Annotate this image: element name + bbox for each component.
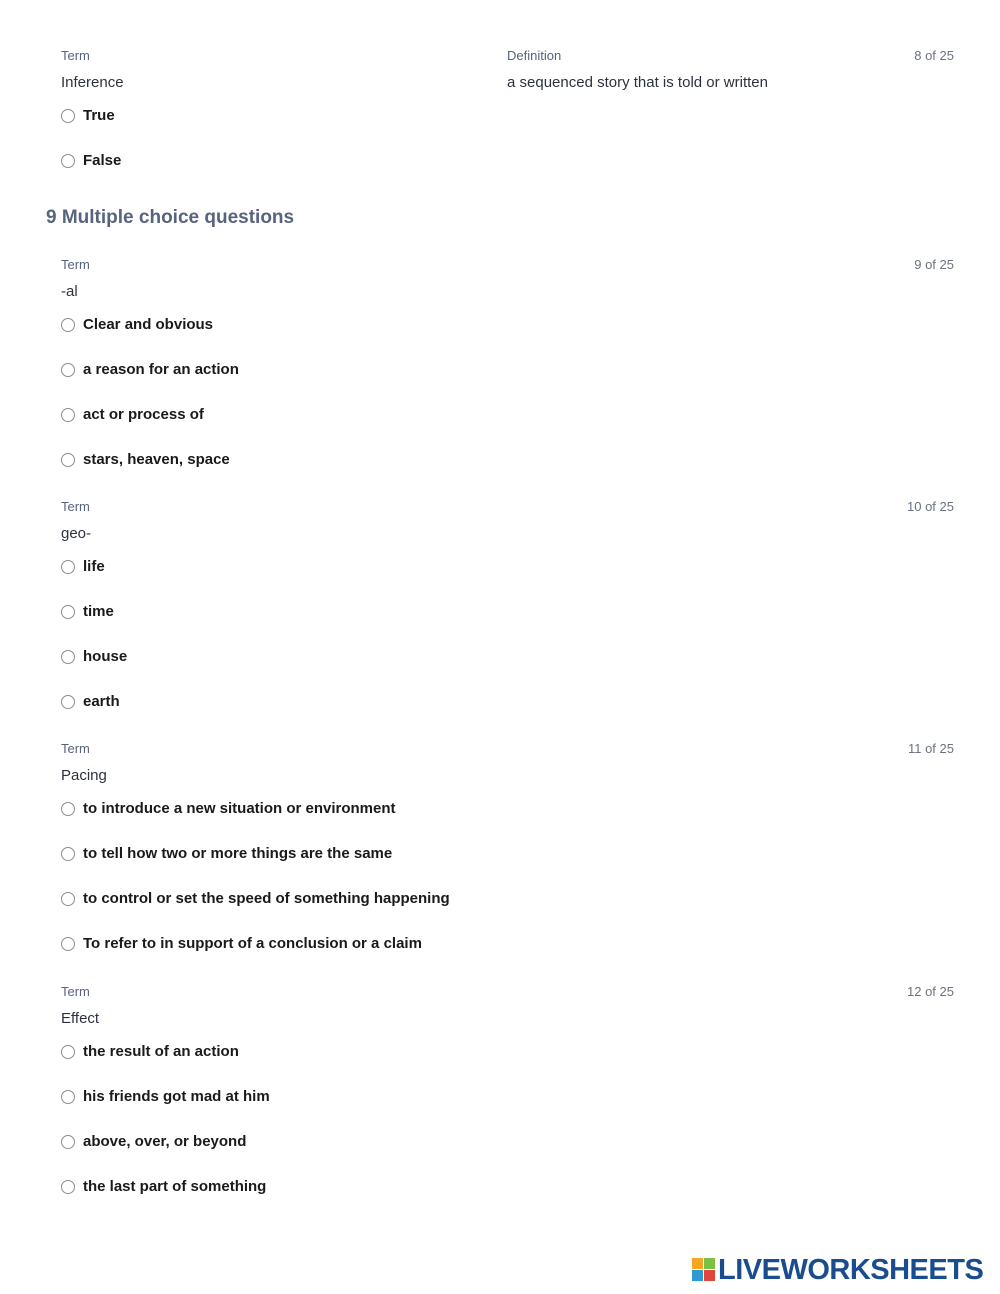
answer-option[interactable] [61,1128,954,1173]
option-label: to control or set the speed of something happening [83,890,450,907]
answer-option[interactable] [61,840,954,885]
question-header [61,257,954,273]
answer-options [61,102,954,192]
radio-button[interactable] [61,408,75,422]
term-label: Term [61,257,90,272]
answer-option[interactable] [61,401,954,446]
section-heading: 9 Multiple choice questions [46,207,295,228]
liveworksheets-logo [692,1254,992,1286]
option-label: True [83,107,115,124]
question-header [61,741,954,757]
radio-button[interactable] [61,937,75,951]
question-10 [61,499,954,733]
logo-square [692,1258,703,1269]
term-text: -al [61,283,78,300]
term-label: Term [61,741,90,756]
radio-button[interactable] [61,802,75,816]
option-label: above, over, or beyond [83,1133,247,1150]
option-label: To refer to in support of a conclusion or a claim [83,935,422,952]
option-label: life [83,558,105,575]
answer-option[interactable] [61,553,954,598]
term-text: geo- [61,525,92,542]
term-text: Inference [61,74,124,91]
question-header [61,499,954,515]
logo-mark-icon [692,1258,716,1282]
answer-option[interactable] [61,446,954,491]
radio-button[interactable] [61,109,75,123]
answer-option[interactable] [61,643,954,688]
answer-option[interactable] [61,795,954,840]
option-label: earth [83,693,120,710]
option-label: to tell how two or more things are the same [83,845,393,862]
radio-button[interactable] [61,453,75,467]
radio-button[interactable] [61,695,75,709]
logo-wordmark: LIVEWORKSHEETS [718,1254,984,1286]
radio-button[interactable] [61,892,75,906]
term-row [61,525,954,547]
answer-options [61,553,954,733]
question-counter: 9 of 25 [914,257,954,272]
logo-square [704,1258,715,1269]
option-label: the last part of something [83,1178,267,1195]
option-label: house [83,648,128,665]
answer-options [61,795,954,975]
answer-options [61,1038,954,1218]
radio-button[interactable] [61,1045,75,1059]
radio-button[interactable] [61,560,75,574]
answer-option[interactable] [61,688,954,733]
radio-button[interactable] [61,650,75,664]
option-label: a reason for an action [83,361,239,378]
answer-option[interactable] [61,356,954,401]
radio-button[interactable] [61,1180,75,1194]
option-label: stars, heaven, space [83,451,230,468]
option-label: to introduce a new situation or environment [83,800,396,817]
option-label: act or process of [83,406,204,423]
term-row [61,283,954,305]
question-header [61,984,954,1000]
option-label: the result of an action [83,1043,239,1060]
answer-option[interactable] [61,930,954,975]
option-label: time [83,603,114,620]
question-header [61,48,954,64]
term-text: Pacing [61,767,107,784]
radio-button[interactable] [61,154,75,168]
radio-button[interactable] [61,363,75,377]
question-counter: 11 of 25 [907,741,954,756]
term-label: Term [61,499,90,514]
definition-text: a sequenced story that is told or written [507,74,768,91]
term-label: Term [61,984,90,999]
question-9 [61,257,954,491]
question-11 [61,741,954,975]
option-label: Clear and obvious [83,316,214,333]
question-counter: 12 of 25 [907,984,954,999]
question-8 [61,48,954,192]
radio-button[interactable] [61,847,75,861]
answer-option[interactable] [61,885,954,930]
logo-square [704,1270,715,1281]
term-row [61,767,954,789]
definition-label: Definition [507,48,562,63]
radio-button[interactable] [61,1090,75,1104]
answer-option-false[interactable] [61,147,954,192]
answer-option[interactable] [61,1173,954,1218]
term-row [61,74,954,96]
term-text: Effect [61,1010,100,1027]
radio-button[interactable] [61,318,75,332]
question-counter: 8 of 25 [914,48,954,63]
question-12 [61,984,954,1218]
radio-button[interactable] [61,1135,75,1149]
option-label: his friends got mad at him [83,1088,270,1105]
option-label: False [83,152,122,169]
answer-option-true[interactable] [61,102,954,147]
answer-option[interactable] [61,311,954,356]
radio-button[interactable] [61,605,75,619]
answer-option[interactable] [61,1083,954,1128]
question-counter: 10 of 25 [907,499,954,514]
term-label: Term [61,48,90,63]
logo-square [692,1270,703,1281]
answer-option[interactable] [61,1038,954,1083]
term-row [61,1010,954,1032]
answer-option[interactable] [61,598,954,643]
answer-options [61,311,954,491]
